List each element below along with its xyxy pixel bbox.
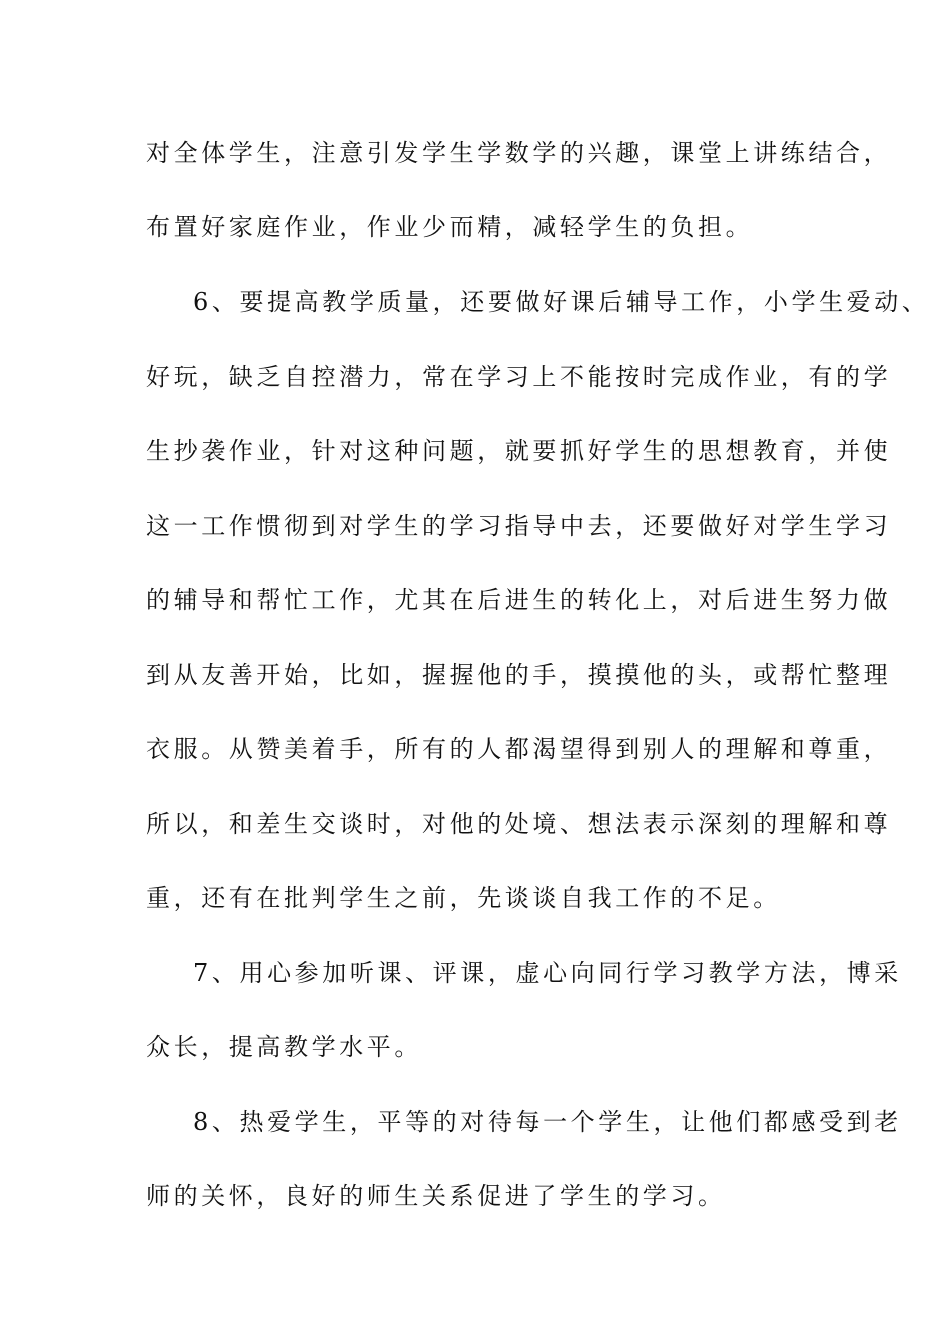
text-line: 6、要提高教学质量，还要做好课后辅导工作，小学生爱动、 xyxy=(193,288,930,316)
text-line: 所以，和差生交谈时，对他的处境、想法表示深刻的理解和尊 xyxy=(146,810,892,838)
text-line: 这一工作惯彻到对学生的学习指导中去，还要做好对学生学习 xyxy=(146,512,892,540)
text-line: 衣服。从赞美着手，所有的人都渴望得到别人的理解和尊重， xyxy=(146,735,892,763)
text-line: 8、热爱学生，平等的对待每一个学生，让他们都感受到老 xyxy=(193,1108,902,1136)
text-line: 对全体学生，注意引发学生学数学的兴趣，课堂上讲练结合， xyxy=(146,139,892,167)
text-line: 7、用心参加听课、评课，虚心向同行学习教学方法，博采 xyxy=(193,959,902,987)
text-line: 布置好家庭作业，作业少而精，减轻学生的负担。 xyxy=(146,213,754,241)
text-line: 生抄袭作业，针对这种问题，就要抓好学生的思想教育，并使 xyxy=(146,437,892,465)
text-line: 众长，提高教学水平。 xyxy=(146,1033,422,1061)
text-line: 师的关怀，良好的师生关系促进了学生的学习。 xyxy=(146,1182,726,1210)
text-line: 好玩，缺乏自控潜力，常在学习上不能按时完成作业，有的学 xyxy=(146,363,892,391)
text-line: 到从友善开始，比如，握握他的手，摸摸他的头，或帮忙整理 xyxy=(146,661,892,689)
text-line: 的辅导和帮忙工作，尤其在后进生的转化上，对后进生努力做 xyxy=(146,586,892,614)
text-line: 重，还有在批判学生之前，先谈谈自我工作的不足。 xyxy=(146,884,781,912)
